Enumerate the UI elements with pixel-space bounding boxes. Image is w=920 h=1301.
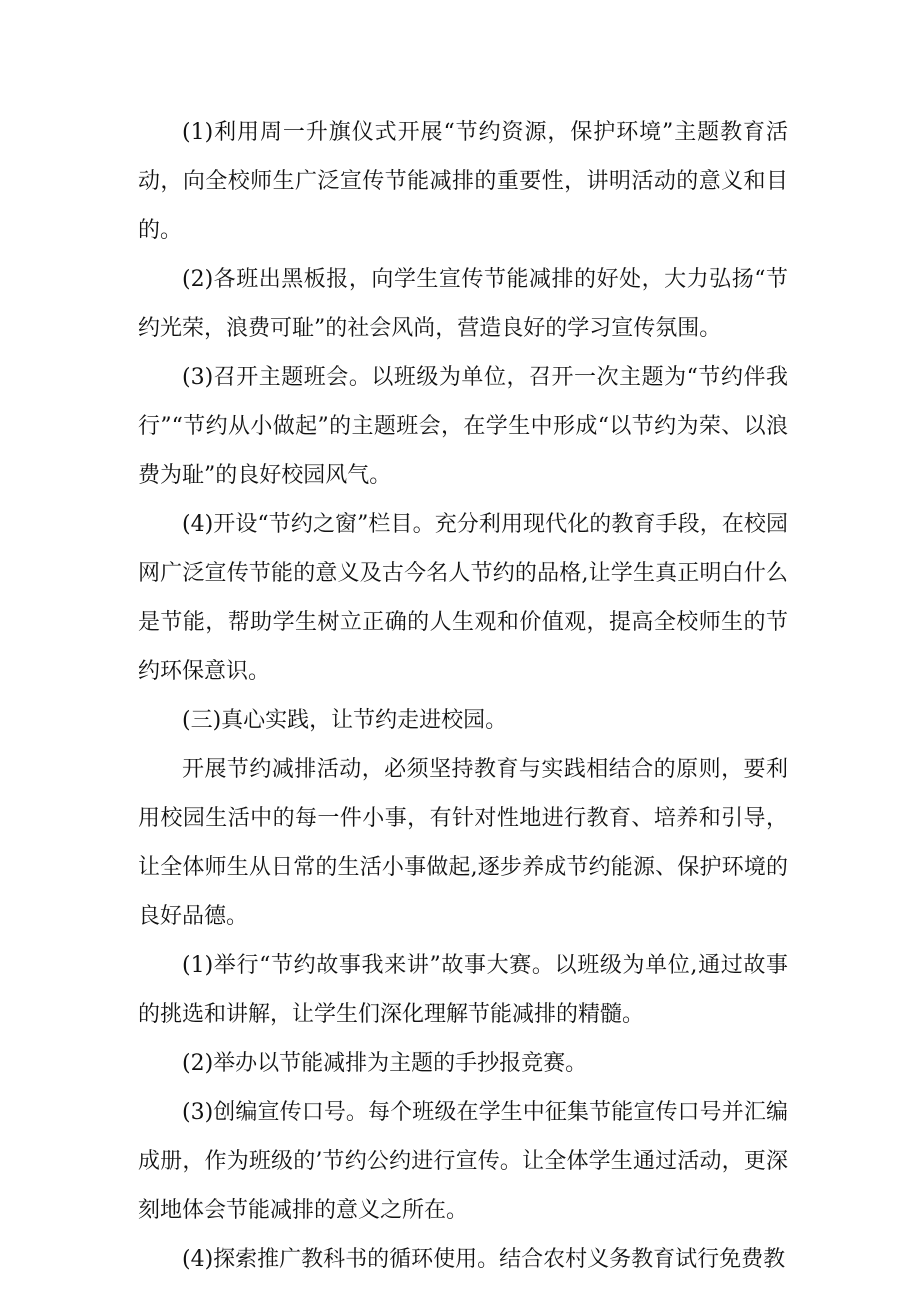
paragraph-3: (3)召开主题班会。以班级为单位，召开一次主题为“节约伴我行”“节约从小做起”的主题班会，在学生中形成“以节约为荣、以浪费为耻”的良好校园风气。: [138, 365, 788, 488]
section-heading: (三)真心实践，让节约走进校园。: [182, 708, 508, 733]
paragraph-8: (3)创编宣传口号。每个班级在学生中征集节能宣传口号并汇编成册，作为班级的’节约公约进行宣传。让全体学生通过活动，更深刻地体会节能减排的意义之所在。: [138, 1100, 788, 1223]
paragraph-2: (2)各班出黑板报，向学生宣传节能减排的好处，大力弘扬“节约光荣，浪费可耻”的社会风尚，营造良好的学习宣传氛围。: [138, 267, 788, 341]
paragraph-1: (1)利用周一升旗仪式开展“节约资源，保护环境”主题教育活动，向全校师生广泛宣传节能减排的重要性，讲明活动的意义和目的。: [138, 120, 788, 243]
paragraph-7: (2)举办以节能减排为主题的手抄报竞赛。: [182, 1051, 588, 1076]
paragraph-9: (4)探索推广教科书的循环使用。结合农村义务教育试行免费教: [182, 1247, 786, 1272]
paragraph-4: (4)开设“节约之窗”栏目。充分利用现代化的教育手段，在校园网广泛宣传节能的意义及古今名人节约的品格,让学生真正明白什么是节能，帮助学生树立正确的人生观和价值观，提高全校师生的节约环保意识。: [138, 512, 788, 684]
paragraph-5: 开展节约减排活动，必须坚持教育与实践相结合的原则，要利用校园生活中的每一件小事，有针对性地进行教育、培养和引导，让全体师生从日常的生活小事做起,逐步养成节约能源、保护环境的良好品德。: [138, 757, 788, 929]
paragraph-6: (1)举行“节约故事我来讲”故事大赛。以班级为单位,通过故事的挑选和讲解，让学生们深化理解节能减排的精髓。: [138, 953, 788, 1027]
document-body: [138, 108, 788, 1284]
